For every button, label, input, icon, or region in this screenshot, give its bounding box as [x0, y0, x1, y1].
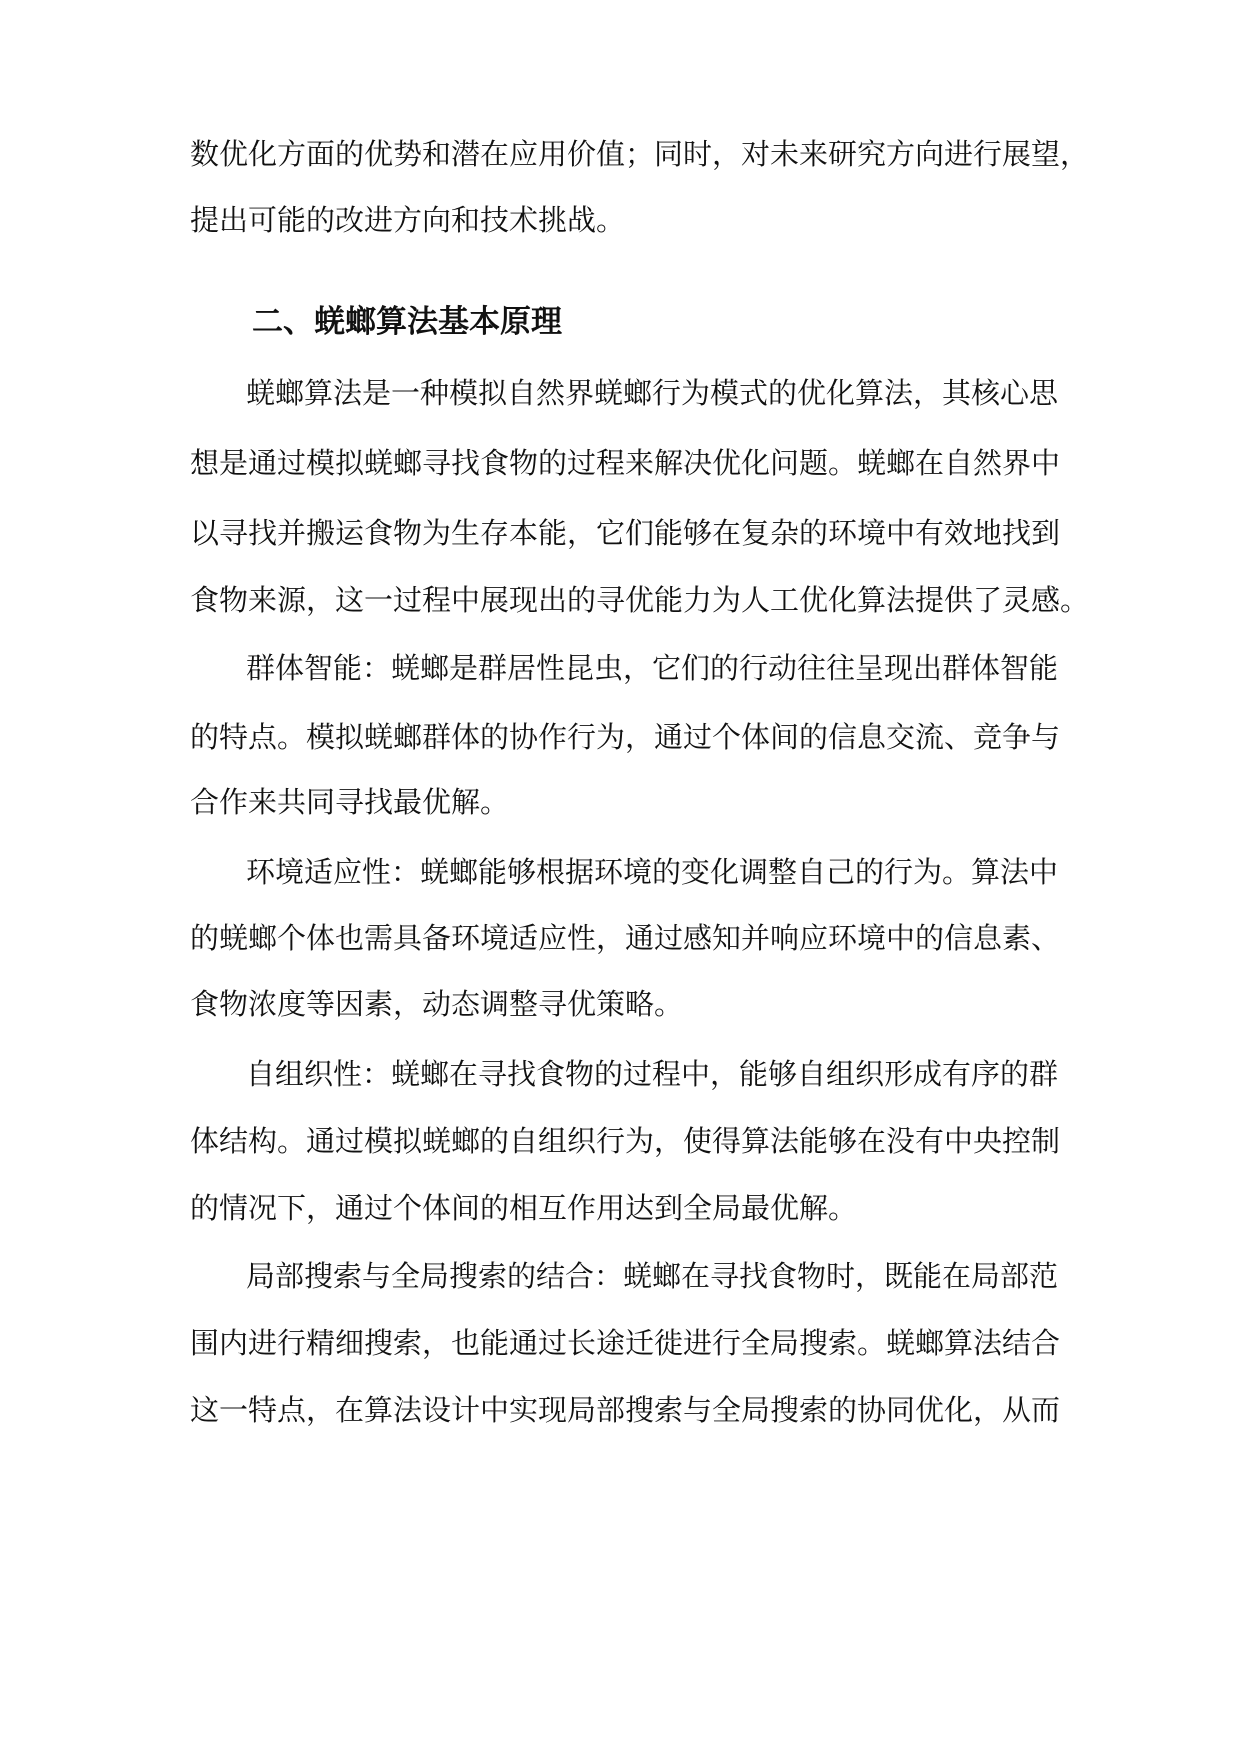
paragraph-line: 这一特点，在算法设计中实现局部搜索与全局搜索的协同优化，从而 [190, 1393, 1061, 1427]
text-line: 数优化方面的优势和潜在应用价值；同时，对未来研究方向进行展望， [190, 137, 1090, 171]
paragraph-line: 想是通过模拟蜣螂寻找食物的过程来解决优化问题。蜣螂在自然界中 [190, 446, 1061, 480]
text-line: 提出可能的改进方向和技术挑战。 [190, 203, 626, 237]
paragraph-line: 环境适应性：蜣螂能够根据环境的变化调整自己的行为。算法中 [246, 855, 1059, 889]
paragraph-line: 围内进行精细搜索，也能通过长途迁徙进行全局搜索。蜣螂算法结合 [190, 1326, 1061, 1360]
section-heading: 二、蜣螂算法基本原理 [252, 304, 562, 340]
paragraph-line: 蜣螂算法是一种模拟自然界蜣螂行为模式的优化算法，其核心思 [246, 376, 1059, 410]
paragraph-line: 食物来源，这一过程中展现出的寻优能力为人工优化算法提供了灵感。 [190, 583, 1090, 617]
paragraph-line: 自组织性：蜣螂在寻找食物的过程中，能够自组织形成有序的群 [246, 1057, 1059, 1091]
paragraph-line: 局部搜索与全局搜索的结合：蜣螂在寻找食物时，既能在局部范 [246, 1259, 1059, 1293]
paragraph-line: 以寻找并搬运食物为生存本能，它们能够在复杂的环境中有效地找到 [190, 516, 1061, 550]
paragraph-line: 的蜣螂个体也需具备环境适应性，通过感知并响应环境中的信息素、 [190, 921, 1061, 955]
paragraph-line: 的情况下，通过个体间的相互作用达到全局最优解。 [190, 1191, 858, 1225]
paragraph-line: 体结构。通过模拟蜣螂的自组织行为，使得算法能够在没有中央控制 [190, 1124, 1061, 1158]
paragraph-line: 的特点。模拟蜣螂群体的协作行为，通过个体间的信息交流、竞争与 [190, 720, 1061, 754]
paragraph-line: 合作来共同寻找最优解。 [190, 785, 510, 819]
paragraph-line: 群体智能：蜣螂是群居性昆虫，它们的行动往往呈现出群体智能 [246, 651, 1059, 685]
paragraph-line: 食物浓度等因素，动态调整寻优策略。 [190, 987, 684, 1021]
